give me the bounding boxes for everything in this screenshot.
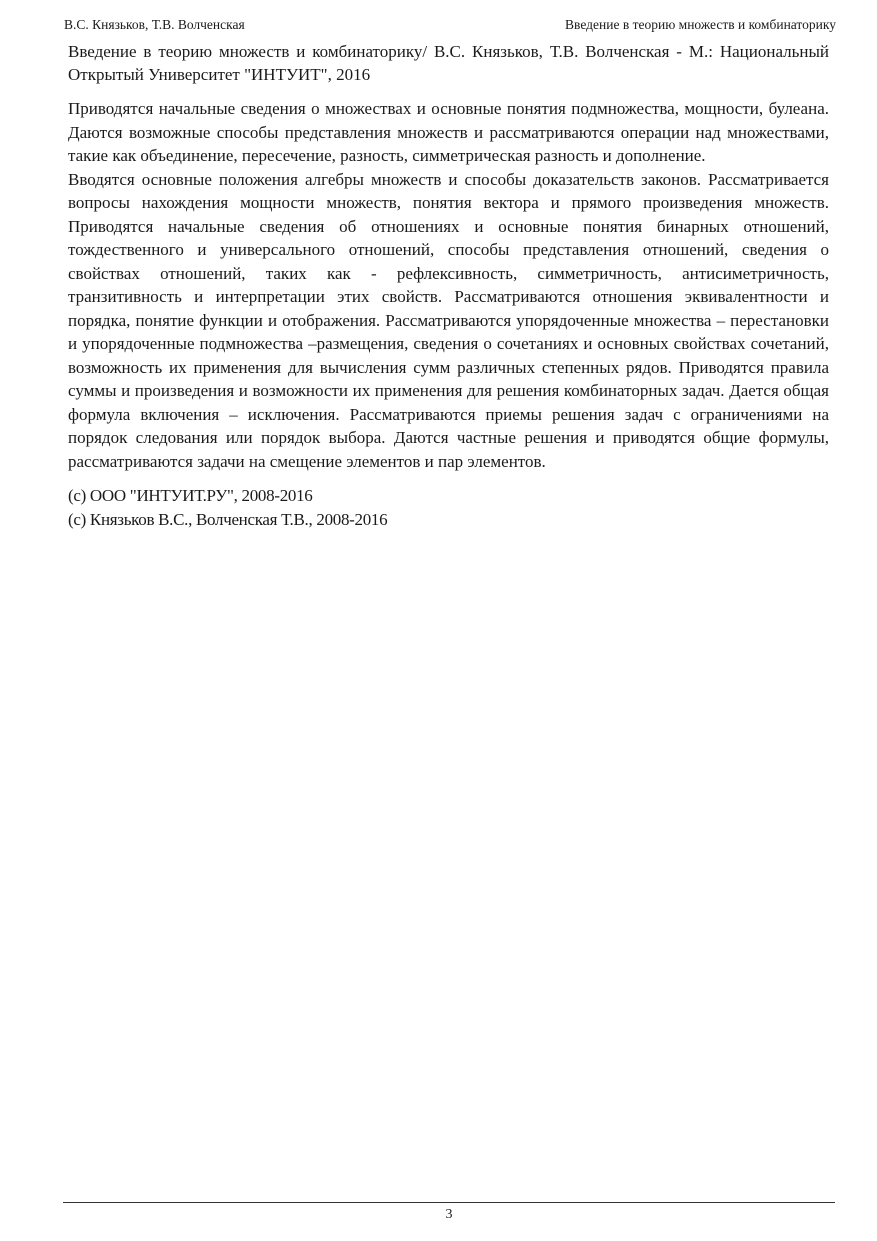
bibliographic-citation: Введение в теорию множеств и комбинаторику/ В.С. Князьков, Т.В. Волченская - М.: Национальный Открытый Университет "ИНТУИТ", 2016 — [68, 42, 829, 84]
page-content — [68, 40, 829, 531]
header-book-title: Введение в теорию множеств и комбинаторику — [565, 17, 836, 32]
page-number: 3 — [445, 1207, 453, 1222]
copyright-line: (c) Князьков В.С., Волченская Т.В., 2008-2016 — [68, 509, 388, 529]
abstract — [68, 97, 829, 473]
copyright-block — [68, 484, 829, 531]
abstract-paragraph: Вводятся основные положения алгебры множеств и способы доказательств законов. Рассматривается вопросы нахождения мощности множеств, понятия вектора и прямого произведения множеств. Приводятся начальные сведения об отношениях и основные понятия бинарных отношений, тождественного и универсального отношений, способы представления отношений, сведения о свойствах отношений, таких как - рефлексивность, симметричность, антисиметричность, транзитивность и интерпретации этих свойств. Рассматриваются отношения эквивалентности и порядка, понятие функции и отображения. Рассматриваются упорядоченные множества – перестановки и упорядоченные подмножества –размещения, сведения о сочетаниях и основных свойствах сочетаний, возможность их применения для вычисления сумм различных степенных рядов. Приводятся правила суммы и произведения и возможности их применения для решения комбинаторных задач. Дается общая формула включения – исключения. Рассматриваются приемы решения задач с ограничениями на порядок следования или порядок выбора. Даются частные решения и приводятся общие формулы, рассматриваются задачи на смещение элементов и пар элементов. — [68, 169, 829, 471]
page-header — [64, 14, 836, 36]
abstract-paragraph: Приводятся начальные сведения о множествах и основные понятия подмножества, мощности, булеана. Даются возможные способы представления множеств и рассматриваются операции над множествами, такие как объединение, пересечение, разность, симметрическая разность и дополнение. — [68, 99, 829, 165]
footer-divider — [63, 1202, 835, 1203]
header-authors: В.С. Князьков, Т.В. Волченская — [64, 17, 245, 32]
copyright-line: (c) ООО "ИНТУИТ.РУ", 2008-2016 — [68, 486, 313, 505]
